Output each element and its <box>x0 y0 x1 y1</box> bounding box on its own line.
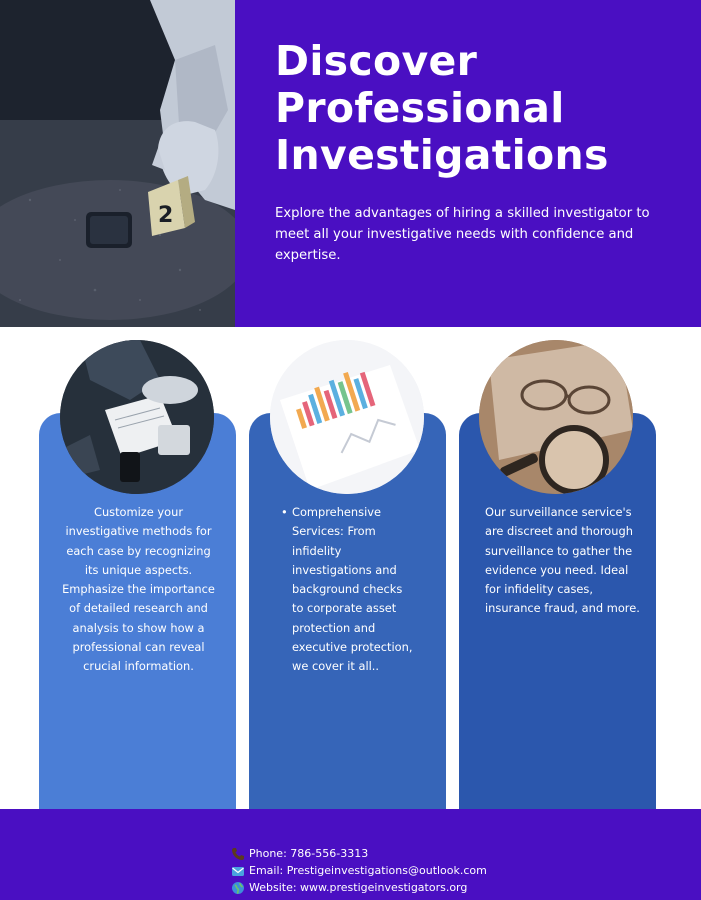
title-line-2: Professional <box>275 84 565 132</box>
email-icon <box>231 864 245 878</box>
title-line-3: Investigations <box>275 131 609 179</box>
website-text: Website: www.prestigeinvestigators.org <box>249 881 468 894</box>
analytics-illustration <box>270 340 424 494</box>
card-text: Comprehensive Services: From infidelity investigations and background checks to corporate asset protection and executive protection, we cover it all.. <box>292 505 413 674</box>
footer <box>0 809 701 900</box>
hero-section <box>235 0 701 327</box>
hero-subtitle: Explore the advantages of hiring a skilled investigator to meet all your investigative needs with confidence and expertise. <box>275 206 650 263</box>
contact-website[interactable] <box>231 880 467 896</box>
phone-icon <box>231 847 245 861</box>
card-text: Our surveillance service's are discreet and thorough surveillance to gather the evidence you need. Ideal for infidelity cases, insurance fraud, and more. <box>485 505 640 616</box>
title-line-1: Discover <box>275 37 478 85</box>
page-title <box>275 38 695 179</box>
card-text-wrapper <box>281 503 414 677</box>
globe-icon <box>231 881 245 895</box>
bullet-point: • <box>281 505 288 519</box>
analytics-chart-photo <box>270 340 424 494</box>
contact-phone[interactable] <box>231 846 368 862</box>
email-text: Email: Prestigeinvestigations@outlook.com <box>249 864 487 877</box>
investigator-desk-photo <box>60 340 214 494</box>
crime-scene-illustration <box>0 0 235 327</box>
crime-scene-photo <box>0 0 235 327</box>
desk-illustration <box>60 340 214 494</box>
magnifying-glass-photo <box>479 340 633 494</box>
marker-number: 2 <box>158 203 174 228</box>
magnifier-illustration <box>479 340 633 494</box>
phone-text: Phone: 786-556-3313 <box>249 847 369 860</box>
contact-email[interactable] <box>231 863 487 879</box>
card-text: Customize your investigative methods for each case by recognizing its unique aspects. Emphasize the importance of detailed research and analysis to show how a professional can reveal crucial information. <box>62 505 215 674</box>
